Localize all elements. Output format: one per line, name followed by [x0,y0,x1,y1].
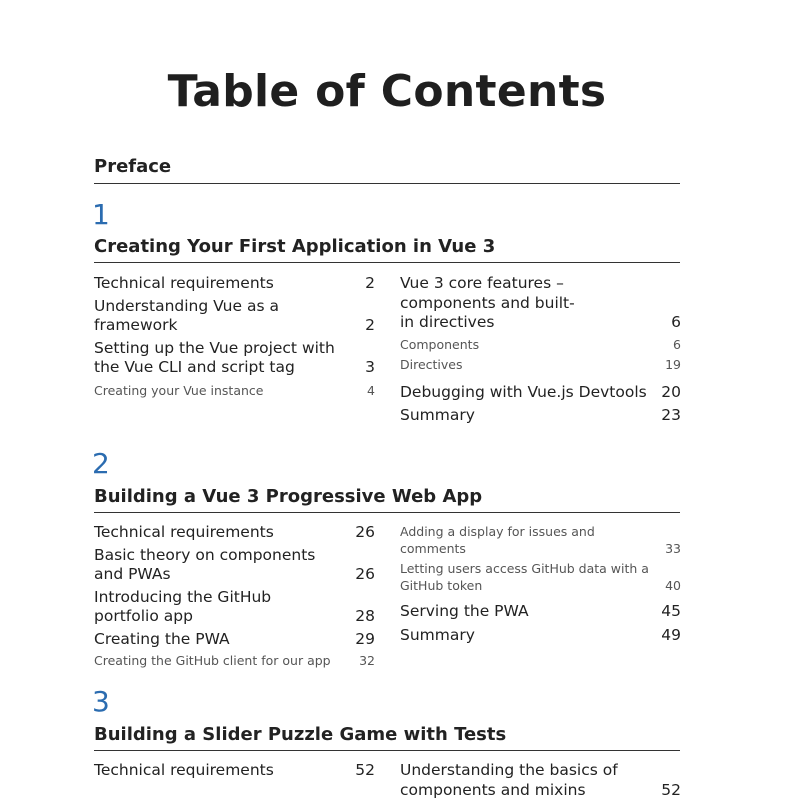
toc-entry-text: Adding a display for issues and comments [400,524,595,556]
preface-heading[interactable]: Preface [94,156,680,184]
toc-subentry[interactable] [400,336,681,353]
chapter-2-number: 2 [92,447,110,480]
chapter-3-right-column [400,761,681,800]
toc-entry-text: Directives [400,356,463,372]
toc-entry-page: 32 [359,653,375,668]
toc-entry-text: Components [400,336,480,352]
toc-subentry[interactable] [400,356,681,373]
toc-entry-text: Setting up the Vue project with the Vue CLI and script tag [94,338,335,376]
chapter-1-left-column [94,274,375,399]
toc-entry[interactable] [400,761,681,800]
toc-entry-text: Creating your Vue instance [94,382,264,398]
toc-entry-text: Creating the GitHub client for our app [94,653,331,668]
toc-entry-text: Technical requirements [94,761,274,779]
toc-entry[interactable] [94,523,375,543]
toc-entry-page: 40 [665,578,681,593]
chapter-2-right-column [400,523,681,645]
toc-entry-text: Vue 3 core features – components and built-in directives [400,274,575,331]
toc-entry[interactable] [94,339,375,378]
page-title: Table of Contents [167,66,607,117]
toc-entry-page: 23 [661,406,681,424]
toc-entry-page: 28 [355,607,375,625]
toc-entry-text: Technical requirements [94,274,274,292]
toc-entry[interactable] [94,588,375,627]
toc-entry-text: Technical requirements [94,523,274,541]
chapter-1-title[interactable]: Creating Your First Application in Vue 3 [94,236,680,263]
toc-entry-page: 3 [365,358,375,376]
toc-entry-text: Letting users access GitHub data with a GitHub token [400,561,649,593]
toc-entry-text: Summary [400,406,475,424]
toc-entry-page: 33 [665,541,681,556]
toc-entry-page: 6 [671,313,681,331]
toc-entry-page: 52 [661,780,681,799]
toc-entry-text: Creating the PWA [94,629,230,648]
chapter-3-number: 3 [92,685,110,718]
toc-entry-page: 20 [661,382,681,401]
toc-entry-text: Debugging with Vue.js Devtools [400,382,647,401]
toc-entry-page: 45 [661,602,681,620]
toc-entry[interactable] [400,602,681,622]
toc-entry-page: 4 [367,382,375,398]
chapter-3-title[interactable]: Building a Slider Puzzle Game with Tests [94,724,680,751]
toc-entry[interactable] [94,761,375,781]
toc-entry-page: 29 [355,629,375,648]
chapter-2-left-column [94,523,375,669]
toc-entry-page: 49 [661,625,681,644]
toc-entry-page: 6 [673,336,681,352]
toc-entry[interactable] [400,383,681,403]
toc-entry-text: Basic theory on components and PWAs [94,545,316,583]
toc-entry-text: Serving the PWA [400,602,529,620]
toc-subentry[interactable] [400,523,681,557]
toc-subentry[interactable] [94,382,375,399]
toc-subentry[interactable] [400,560,681,594]
toc-subentry[interactable] [94,652,375,669]
toc-entry-page: 26 [355,523,375,541]
chapter-1-number: 1 [92,198,110,231]
chapter-1-right-column [400,274,681,426]
toc-entry[interactable] [94,546,375,585]
toc-entry-page: 19 [665,356,681,372]
toc-entry[interactable] [94,630,375,650]
toc-entry[interactable] [400,406,681,426]
toc-entry-text: Summary [400,625,475,644]
chapter-2-title[interactable]: Building a Vue 3 Progressive Web App [94,486,680,513]
toc-entry[interactable] [400,626,681,646]
toc-entry-page: 52 [355,761,375,779]
toc-entry[interactable] [400,274,681,333]
toc-entry-page: 26 [355,565,375,583]
toc-entry[interactable] [94,297,375,336]
toc-entry-text: Introducing the GitHub portfolio app [94,587,272,625]
toc-entry-page: 2 [365,316,375,334]
toc-entry[interactable] [94,274,375,294]
toc-entry-page: 2 [365,274,375,292]
toc-entry-text: Understanding Vue as a framework [94,296,279,334]
toc-entry-text: Understanding the basics of components and mixins [400,761,618,799]
chapter-3-left-column [94,761,375,781]
